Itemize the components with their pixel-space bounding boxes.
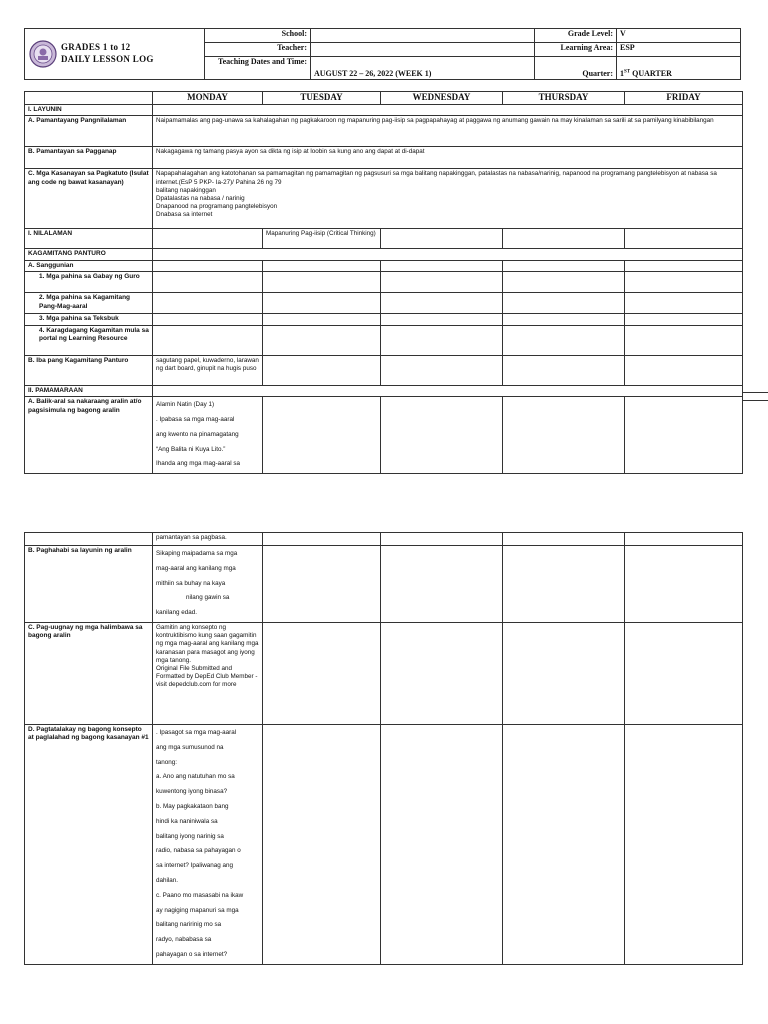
balik-aral-line-3: ang kwento na pinamagatang xyxy=(156,430,239,438)
layunin-heading: I. LAYUNIN xyxy=(25,105,153,116)
pagtatalakay-line-16: pahayagan o sa internet? xyxy=(156,950,228,958)
pagtatalakay-line-9: radio, nabasa sa pahayagan o xyxy=(156,847,241,855)
cell[interactable] xyxy=(625,293,743,314)
paghahabi-monday[interactable] xyxy=(153,546,263,623)
kagamitang-panturo-heading: KAGAMITANG PANTURO xyxy=(25,249,153,260)
paghahabi-line-4: nilang gawin sa xyxy=(186,594,230,602)
teacher-label: Teacher: xyxy=(205,43,311,57)
cell[interactable] xyxy=(263,355,381,385)
cell[interactable] xyxy=(625,325,743,355)
day-friday: FRIDAY xyxy=(625,92,743,105)
quarter-label: Quarter: xyxy=(535,57,617,80)
pagtatalakay-line-8: balitang iyong narinig sa xyxy=(156,832,224,840)
cell[interactable] xyxy=(381,622,503,724)
pamantayan-pagganap-text: Nakagagawa ng tamang pasya ayon sa dikta ng isip at loobin sa kung ano ang dapat at di-dapat xyxy=(153,147,743,169)
cell[interactable] xyxy=(153,272,263,293)
cell[interactable] xyxy=(263,314,381,325)
cell[interactable] xyxy=(503,355,625,385)
title-dll: DAILY LESSON LOG xyxy=(61,54,154,64)
balik-aral-monday[interactable] xyxy=(153,397,263,474)
day-monday: MONDAY xyxy=(153,92,263,105)
pag-uugnay-label: C. Pag-uugnay ng mga halimbawa sa bagong aralin xyxy=(25,622,153,724)
header-table xyxy=(24,28,741,80)
pag-uugnay-monday[interactable] xyxy=(153,622,263,724)
day-wednesday: WEDNESDAY xyxy=(381,92,503,105)
karagdagang-label: 4. Karagdagang Kagamitan mula sa portal ng Learning Resource xyxy=(25,325,153,355)
pagtatalakay-line-13: ay nagiging mapanuri sa mga xyxy=(156,906,239,914)
teksbuk-label: 3. Mga pahina sa Teksbuk xyxy=(25,314,153,325)
cell[interactable] xyxy=(381,314,503,325)
cont-label-blank xyxy=(25,533,153,546)
cell[interactable] xyxy=(625,314,743,325)
cell[interactable] xyxy=(625,622,743,724)
kasanayan-cell xyxy=(153,169,743,229)
paghahabi-line-1: Sikaping maipadama sa mga xyxy=(156,550,238,557)
pamantayan-pagganap-label: B. Pamantayan sa Pagganap xyxy=(25,147,153,169)
balik-aral-line-1: Alamin Natin (Day 1) xyxy=(156,401,215,409)
cell[interactable] xyxy=(263,622,381,724)
cell[interactable] xyxy=(503,724,625,964)
iba-pang-monday[interactable]: sagutang papel, kuwaderno, larawan ng dart board, ginupit na hugis puso xyxy=(153,355,263,385)
cell[interactable] xyxy=(153,293,263,314)
balik-aral-line-2: . Ipabasa sa mga mag-aaral xyxy=(156,415,235,423)
grade-level-label: Grade Level: xyxy=(535,29,617,43)
cont-monday[interactable]: pamantayan sa pagbasa. xyxy=(153,533,263,546)
pagtatalakay-line-2: ang mga sumusunod na xyxy=(156,743,224,751)
quarter-text: QUARTER xyxy=(630,68,672,78)
cell[interactable] xyxy=(625,355,743,385)
balik-aral-line-5: Ihanda ang mga mag-aaral sa xyxy=(156,460,241,468)
cell[interactable] xyxy=(503,293,625,314)
grade-level-value[interactable]: V xyxy=(617,29,741,43)
nilalaman-tuesday[interactable]: Mapanuring Pag-iisip (Critical Thinking) xyxy=(263,229,381,249)
cell[interactable] xyxy=(381,260,503,271)
pagtatalakay-line-10: sa internet? Ipaliwanag ang xyxy=(156,862,234,870)
stray-rule-2 xyxy=(742,400,768,401)
cell[interactable] xyxy=(263,272,381,293)
learning-area-value[interactable]: ESP xyxy=(617,43,741,57)
kasanayan-text-5: Dnabasa sa internet xyxy=(156,211,213,219)
nilalaman-wednesday[interactable] xyxy=(381,229,503,249)
pagtatalakay-monday[interactable] xyxy=(153,724,263,964)
cell[interactable] xyxy=(381,272,503,293)
quarter-superscript: ST xyxy=(624,68,631,74)
cell[interactable] xyxy=(503,546,625,623)
cell[interactable] xyxy=(625,272,743,293)
cell[interactable] xyxy=(381,546,503,623)
paghahabi-label: B. Paghahabi sa layunin ng aralin xyxy=(25,546,153,623)
cell[interactable] xyxy=(503,325,625,355)
quarter-number: 1 xyxy=(620,68,624,78)
paghahabi-line-3: mithiin sa buhay na kaya xyxy=(156,579,226,587)
cell[interactable] xyxy=(381,533,503,546)
paghahabi-line-2: mag-aaral ang kanilang mga xyxy=(156,564,236,572)
layunin-blank xyxy=(153,105,743,116)
cell[interactable] xyxy=(625,546,743,623)
pamantayang-pangnilalaman-text: Naipamamalas ang pag-unawa sa kahalagahan ng pagkakaroon ng mapanuring pag-iisip sa pagpapahayag at paggawa ng anumang gawain na may kinalaman sa sarili at sa pamilyang kinabibilangan xyxy=(153,116,743,147)
cell[interactable] xyxy=(625,533,743,546)
balik-aral-line-4: “Ang Balita ni Kuya Lito.” xyxy=(156,445,226,453)
kasanayan-text-4: Dnapanood na programang pangtelebisyon xyxy=(156,203,278,211)
cell[interactable] xyxy=(263,397,381,474)
cell[interactable] xyxy=(381,397,503,474)
teaching-dates-value[interactable]: AUGUST 22 – 26, 2022 (WEEK 1) xyxy=(311,57,535,80)
paghahabi-line-5: kanilang edad. xyxy=(156,609,197,617)
cell[interactable] xyxy=(263,293,381,314)
cell[interactable] xyxy=(263,533,381,546)
kasanayan-label: C. Mga Kasanayan sa Pagkatuto (Isulat ang code ng bawat kasanayan) xyxy=(25,169,153,229)
cell[interactable] xyxy=(503,260,625,271)
cell[interactable] xyxy=(625,724,743,964)
learning-area-label: Learning Area: xyxy=(535,43,617,57)
pagtatalakay-line-5: kuwentong iyong binasa? xyxy=(156,788,228,796)
cell[interactable] xyxy=(153,325,263,355)
day-tuesday: TUESDAY xyxy=(263,92,381,105)
quarter-value[interactable] xyxy=(617,57,741,80)
iba-pang-label: B. Iba pang Kagamitang Panturo xyxy=(25,355,153,385)
pagtatalakay-line-15: radyo, nababasa sa xyxy=(156,936,212,944)
cell[interactable] xyxy=(625,260,743,271)
nilalaman-friday[interactable] xyxy=(625,229,743,249)
pagtatalakay-line-11: dahilan. xyxy=(156,876,179,884)
balik-aral-label: A. Balik-aral sa nakaraang aralin at/o pagsisimula ng bagong aralin xyxy=(25,397,153,474)
cell[interactable] xyxy=(263,260,381,271)
cell[interactable] xyxy=(263,724,381,964)
kasanayan-text-3: Dpatalastas na nabasa / narinig xyxy=(156,194,245,202)
cell[interactable] xyxy=(503,533,625,546)
cell[interactable] xyxy=(625,397,743,474)
pamamaraan-heading: II. PAMAMARAAN xyxy=(25,385,153,396)
cell[interactable] xyxy=(153,260,263,271)
deped-seal-icon xyxy=(29,40,57,68)
pagtatalakay-line-4: a. Ano ang natutuhan mo sa xyxy=(156,773,235,781)
school-label: School: xyxy=(205,29,311,43)
header-logo-cell xyxy=(25,29,205,80)
kagamitang-mag-aaral-label: 2. Mga pahina sa Kagamitang Pang-Mag-aaral xyxy=(25,293,153,314)
cell[interactable] xyxy=(381,724,503,964)
cell[interactable] xyxy=(503,397,625,474)
pagtatalakay-line-12: c. Paano mo masasabi na ikaw xyxy=(156,891,244,899)
pagtatalakay-label: D. Pagtatalakay ng bagong konsepto at paglalahad ng bagong kasanayan #1 xyxy=(25,724,153,964)
pagtatalakay-line-1: . Ipasagot sa mga mag-aaral xyxy=(156,728,237,736)
nilalaman-monday[interactable] xyxy=(153,229,263,249)
day-header-blank xyxy=(25,92,153,105)
cell[interactable] xyxy=(153,314,263,325)
kasanayan-text-1: Napapahalagahan ang katotohanan sa pamamagitan ng pamamagitan ng pagsusuri sa mga balitang napakinggan, patalastas na nabasa/narinig, napanood na programang pangtelebisyon at nabasa sa internet.(EsP 5 PKP- Ia-27)/ Pahina 26 ng 79 xyxy=(156,170,717,186)
nilalaman-label: I. NILALAMAN xyxy=(25,229,153,249)
day-thursday: THURSDAY xyxy=(503,92,625,105)
school-value[interactable] xyxy=(311,29,535,43)
lesson-table-page1 xyxy=(24,104,743,474)
pamantayang-pangnilalaman-label: A. Pamantayang Pangnilalaman xyxy=(25,116,153,147)
day-header-table xyxy=(24,91,743,105)
pag-uugnay-extra: Original File Submitted and Formatted by DepEd Club Member - visit depedclub.com for more xyxy=(156,664,258,689)
pag-uugnay-text: Gamitin ang konsepto ng kontruktibismo kung saan gagamitin ng mga mag-aaral ang kanilang mga karanasan para masagot ang iyong mga tanong. xyxy=(156,623,259,664)
cell[interactable] xyxy=(503,622,625,724)
gabay-guro-label: 1. Mga pahina sa Gabay ng Guro xyxy=(25,272,153,293)
pagtatalakay-line-7: hindi ka naniniwala sa xyxy=(156,817,218,825)
pagtatalakay-line-14: balitang naririnig mo sa xyxy=(156,921,222,929)
cell[interactable] xyxy=(381,325,503,355)
stray-rule-1 xyxy=(742,392,768,393)
title-grades: GRADES 1 to 12 xyxy=(61,42,131,53)
teacher-value[interactable] xyxy=(311,43,535,57)
pagtatalakay-line-6: b. May pagkakataon bang xyxy=(156,802,229,810)
pagtatalakay-line-3: tanong: xyxy=(156,758,178,766)
cell[interactable] xyxy=(263,546,381,623)
cell[interactable] xyxy=(381,293,503,314)
pamamaraan-blank xyxy=(153,385,743,396)
cell[interactable] xyxy=(503,272,625,293)
sanggunian-label: A. Sanggunian xyxy=(25,260,153,271)
cell[interactable] xyxy=(503,314,625,325)
teaching-dates-label: Teaching Dates and Time: xyxy=(205,57,311,80)
lesson-table-page2 xyxy=(24,532,743,965)
cell[interactable] xyxy=(263,325,381,355)
kagamitang-panturo-blank xyxy=(153,249,743,260)
kasanayan-text-2: balitang napakinggan xyxy=(156,186,216,194)
cell[interactable] xyxy=(381,355,503,385)
nilalaman-thursday[interactable] xyxy=(503,229,625,249)
